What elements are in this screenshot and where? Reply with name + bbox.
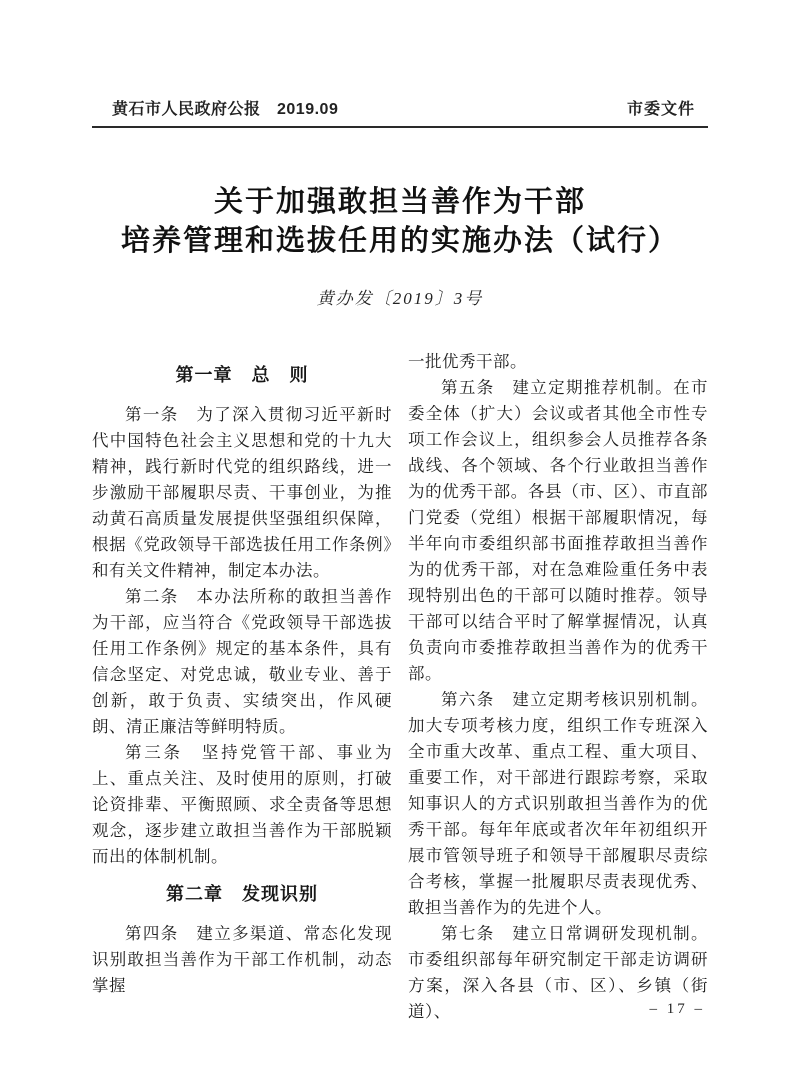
page-number: – 17 –	[649, 1001, 705, 1017]
journal-title-and-issue: 黄石市人民政府公报 2019.09	[112, 101, 339, 118]
article1-paragraph: 第一条 为了深入贯彻习近平新时代中国特色社会主义思想和党的十九大精神，践行新时代党的组织路线，进一步激励干部履职尽责、干事创业，为推动黄石高质量发展提供坚强组织保障，根据《党政领导干部选拔任用工作条例》和有关文件精神，制定本办法。	[92, 405, 392, 580]
article7-paragraph: 第七条 建立日常调研发现机制。市委组织部每年研究制定干部走访调研方案，深入各县（市、区）、乡镇（街道）、	[408, 924, 708, 1021]
chapter1-heading: 第一章 总 则	[175, 365, 309, 385]
right-column	[408, 349, 708, 1025]
left-column	[92, 349, 392, 1025]
document-title-line2: 培养管理和选拔任用的实施办法（试行）	[120, 225, 679, 257]
section-label: 市委文件	[626, 101, 695, 118]
document-title-line1: 关于加强敢担当善作为干部	[213, 186, 586, 218]
document-number: 黄办发〔2019〕3号	[316, 289, 484, 308]
body-columns	[92, 349, 708, 1025]
article2-paragraph: 第二条 本办法所称的敢担当善作为干部，应当符合《党政领导干部选拔任用工作条例》规定的基本条件，具有信念坚定、对党忠诚，敬业专业、善于创新，敢于负责、实绩突出，作风硬朗、清正廉洁等鲜明特质。	[92, 587, 392, 736]
article3-paragraph: 第三条 坚持党管干部、事业为上、重点关注、及时使用的原则，打破论资排辈、平衡照顾、求全责备等思想观念，逐步建立敢担当善作为干部脱颖而出的体制机制。	[92, 743, 392, 866]
article6-paragraph: 第六条 建立定期考核识别机制。加大专项考核力度，组织工作专班深入全市重大改革、重点工程、重大项目、重要工作，对干部进行跟踪考察，采取知事识人的方式识别敢担当善作为的优秀干部。每年年底或者次年年初组织开展市管领导班子和领导干部履职尽责综合考核，掌握一批履职尽责表现优秀、敢担当善作为的先进个人。	[408, 690, 708, 917]
chapter2-heading: 第二章 发现识别	[166, 884, 318, 904]
document-title	[0, 183, 800, 261]
article5-paragraph: 第五条 建立定期推荐机制。在市委全体（扩大）会议或者其他全市性专项工作会议上，组织参会人员推荐各条战线、各个领域、各个行业敢担当善作为的优秀干部。各县（市、区）、市直部门党委（党组）根据干部履职情况，每半年向市委组织部书面推荐敢担当善作为的优秀干部，对在急难险重任务中表现特别出色的干部可以随时推荐。领导干部可以结合平时了解掌握情况，认真负责向市委推荐敢担当善作为的优秀干部。	[408, 378, 708, 683]
running-header	[92, 96, 708, 128]
article4-paragraph-end: 一批优秀干部。	[408, 352, 527, 371]
article4-paragraph-start: 第四条 建立多渠道、常态化发现识别敢担当善作为干部工作机制，动态掌握	[92, 924, 392, 995]
